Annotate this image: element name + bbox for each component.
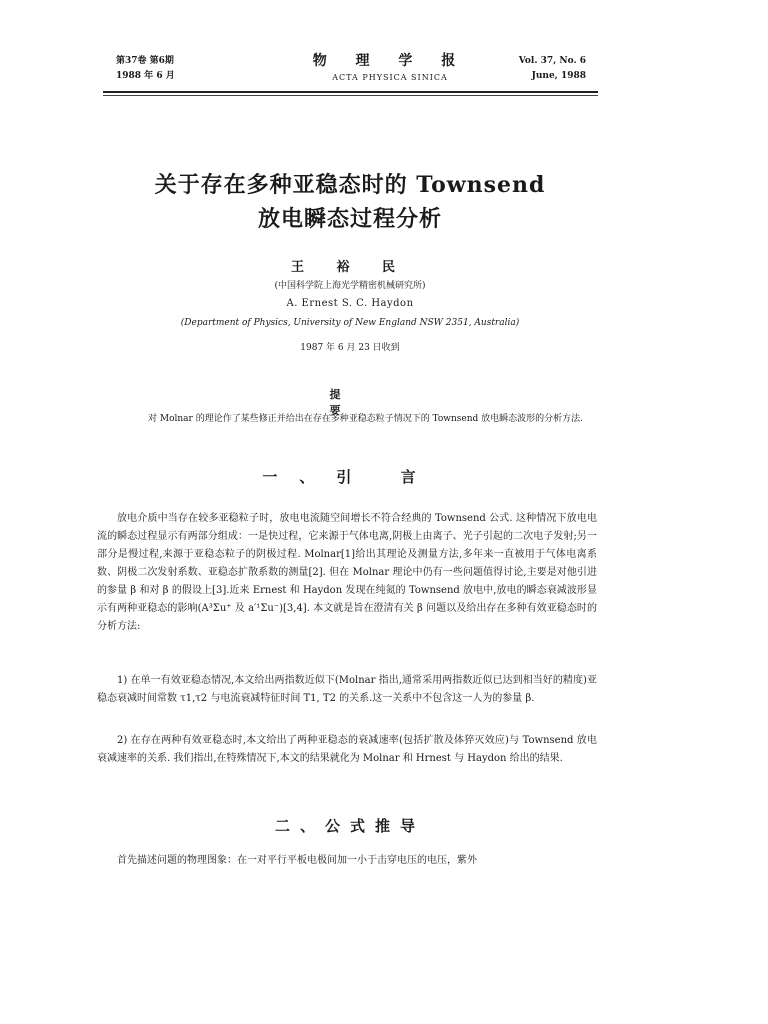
header-rule [103,91,598,93]
author-affiliation-cn: (中国科学院上海光学精密机械研究所) [274,281,426,291]
derivation-paragraph-1: 首先描述问题的物理图象：在一对平行平板电极间加一小于击穿电压的电压，紫外 [117,855,477,866]
abstract-heading: 提 要 [329,388,371,417]
received-date: 1987 年 6 月 23 日收到 [300,343,400,353]
intro-paragraph-1: 放电介质中当存在较多亚稳粒子时，放电电流随空间增长不符合经典的 Townsend 公式. 这种情况下放电电流的瞬态过程显示有两部分组成：一是快过程，它来源于气体电离,阴极上由离子、光子引起的二次电子发射;另一部分是慢过程,来源于亚稳态粒子的阴极过程. Molnar[1]给出其理论及测量方法,多年来一直被用于气体电离系数、阴极二次发射系数、亚稳态扩散系数的测量[2]. 但在 Molnar 理论中仍有一些问题值得讨论,主要是对他引进的参量 β 和对 β 的假设上[3].近来 Ernest 和 Haydon 发现在纯氮的 Townsend 放电中,放电的瞬态衰减波形显示有两种亚稳态的影响(A³Σu⁺ 及 a′¹Σu⁻)[3,4]. 本文就是旨在澄清有关 β 问题以及给出存在多种有效亚稳态时的分析方法: [97,513,597,632]
abstract-text [140,410,590,429]
paper-title-line1: 关于存在多种亚稳态时的 Townsend [154,172,546,198]
section-heading-introduction: 一、引 言 [262,468,438,486]
intro-paragraph-2: 1) 在单一有效亚稳态情况,本文给出两指数近似下(Molnar 指出,通常采用两指数近似已达到相当好的精度)亚稳态衰减时间常数 τ1,τ2 与电流衰减特征时间 T1, T2 的关系.这一关系中不包含这一人为的参量 β. [97,675,597,704]
abstract-body: 对 Molnar 的理论作了某些修正并给出在存在多种亚稳态粒子情况下的 Townsend 放电瞬态波形的分析方法. [148,414,584,424]
journal-issue-cn [116,54,175,84]
intro-paragraph-3: 2) 在存在两种有效亚稳态时,本文给出了两种亚稳态的衰减速率(包括扩散及体猝灭效应)与 Townsend 放电衰减速率的关系. 我们指出,在特殊情况下,本文的结果就化为 Molnar 和 Hrnest 与 Haydon 给出的结果. [97,735,597,764]
issue-date-cn: 1988 年 6 月 [116,71,175,81]
header-rule-thin [103,95,598,96]
coauthor-affiliation: (Department of Physics, University of New England NSW 2351, Australia) [180,318,520,328]
issue-volume-cn: 第37卷 第6期 [116,56,174,66]
journal-name [260,50,520,82]
journal-name-en: ACTA PHYSICA SINICA [332,73,448,82]
author-name: 王 裕 民 [290,260,410,275]
coauthors: A. Ernest S. C. Haydon [286,298,414,309]
issue-date-en: June, 1988 [531,71,586,81]
journal-issue-en [500,54,586,84]
issue-volume-en: Vol. 37, No. 6 [518,56,586,66]
journal-name-cn: 物 理 学 报 [312,53,468,69]
section-heading-derivation: 二、公式推导 [274,817,425,835]
paper-title-line2: 放电瞬态过程分析 [257,206,442,232]
